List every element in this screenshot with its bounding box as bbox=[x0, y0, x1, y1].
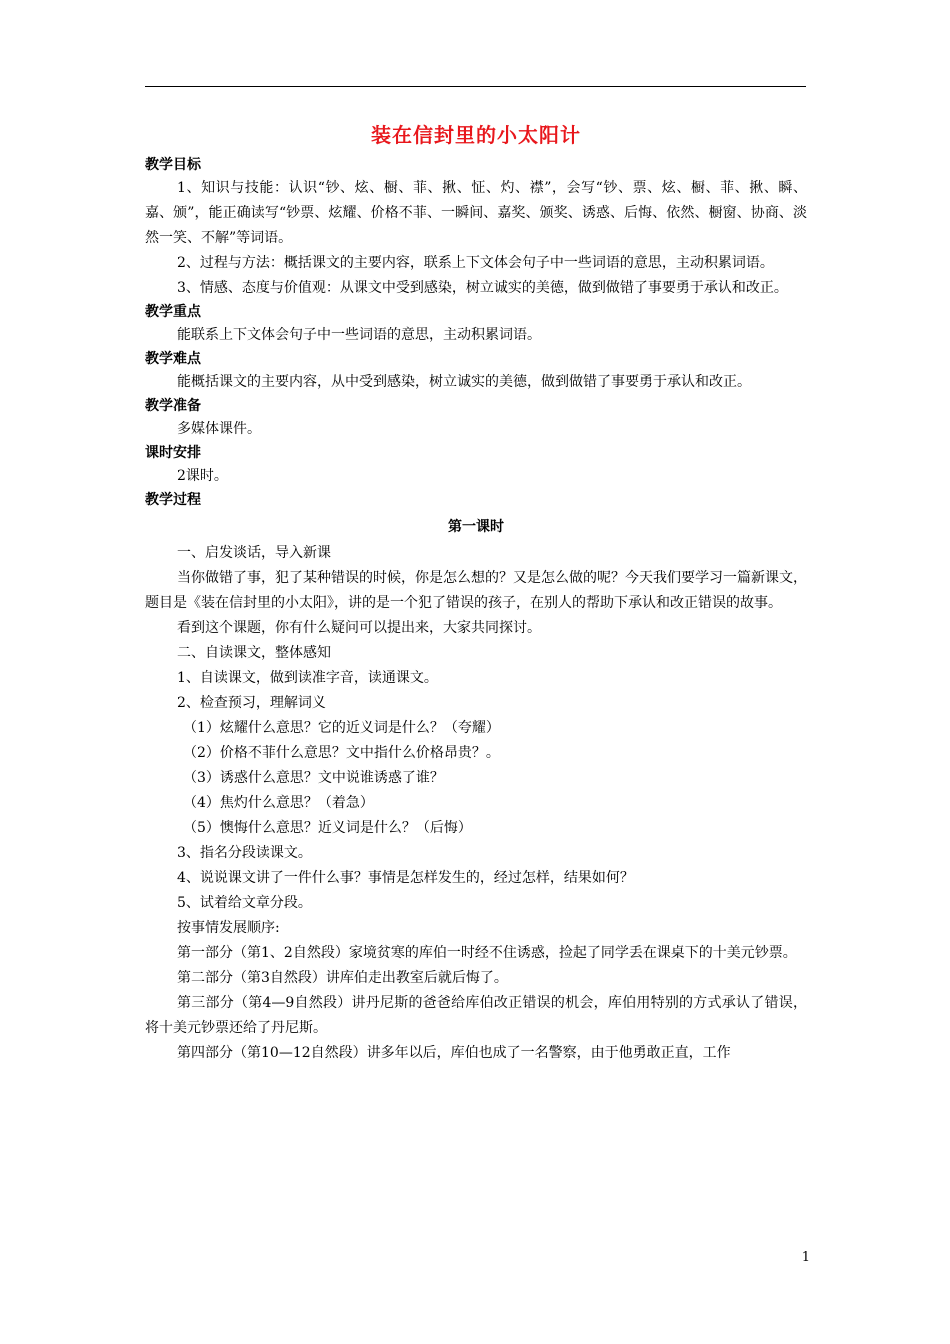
vocab-item-4: （4）焦灼什么意思？（着急） bbox=[183, 795, 374, 811]
heading-process: 教学过程 bbox=[145, 492, 201, 508]
order-label: 按事情发展顺序: bbox=[177, 920, 280, 936]
preparation-text: 多媒体课件。 bbox=[177, 421, 261, 437]
heading-preparation: 教学准备 bbox=[145, 398, 201, 414]
step-2-item-5: 5、试着给文章分段。 bbox=[177, 895, 312, 911]
heading-difficulties: 教学难点 bbox=[145, 351, 201, 367]
heading-schedule: 课时安排 bbox=[145, 445, 201, 461]
document-title: 装在信封里的小太阳计 bbox=[371, 123, 581, 147]
difficulties-text: 能概括课文的主要内容，从中受到感染，树立诚实的美德，做到做错了事要勇于承认和改正。 bbox=[177, 374, 751, 390]
step-2-item-3: 3、指名分段读课文。 bbox=[177, 845, 312, 861]
step-2-item-1: 1、自读课文，做到读准字音，读通课文。 bbox=[177, 670, 438, 686]
heading-objectives: 教学目标 bbox=[145, 157, 201, 173]
step-2-heading: 二、自读课文，整体感知 bbox=[177, 645, 331, 661]
part-1: 第一部分（第1、2自然段）家境贫寒的库伯一时经不住诱惑，捡起了同学丢在课桌下的十美元钞票。 bbox=[177, 945, 797, 961]
document-body bbox=[145, 120, 807, 1066]
key-points-text: 能联系上下文体会句子中一些词语的意思，主动积累词语。 bbox=[177, 327, 541, 343]
step-2-item-4: 4、说说课文讲了一件什么事？事情是怎样发生的，经过怎样，结果如何？ bbox=[177, 870, 634, 886]
step-1-text-2: 看到这个课题，你有什么疑问可以提出来，大家共同探讨。 bbox=[177, 620, 541, 636]
part-3: 第三部分（第4—9自然段）讲丹尼斯的爸爸给库伯改正错误的机会，库伯用特别的方式承认了错误，将十美元钞票还给了丹尼斯。 bbox=[145, 995, 807, 1036]
vocab-item-2: （2）价格不菲什么意思？文中指什么价格昂贵？。 bbox=[183, 745, 500, 761]
schedule-text: 2课时。 bbox=[177, 468, 228, 484]
part-4: 第四部分（第10—12自然段）讲多年以后，库伯也成了一名警察，由于他勇敢正直，工作 bbox=[177, 1045, 731, 1061]
step-2-item-2: 2、检查预习，理解词义 bbox=[177, 695, 326, 711]
heading-key-points: 教学重点 bbox=[145, 304, 201, 320]
vocab-item-1: （1）炫耀什么意思？它的近义词是什么？（夸耀） bbox=[183, 720, 500, 736]
vocab-item-5: （5）懊悔什么意思？近义词是什么？（后悔） bbox=[183, 820, 472, 836]
step-1-heading: 一、启发谈话，导入新课 bbox=[177, 545, 331, 561]
objective-2: 2、过程与方法：概括课文的主要内容，联系上下文体会句子中一些词语的意思，主动积累词语。 bbox=[177, 255, 774, 271]
step-1-text: 当你做错了事，犯了某种错误的时候，你是怎么想的？又是怎么做的呢？今天我们要学习一篇新课文，题目是《装在信封里的小太阳》，讲的是一个犯了错误的孩子，在别人的帮助下承认和改正错误的故事。 bbox=[145, 570, 807, 611]
objective-1: 1、知识与技能：认识“钞、炫、橱、菲、揪、怔、灼、襟”，会写“钞、票、炫、橱、菲、揪、瞬、嘉、颁”，能正确读写“钞票、炫耀、价格不菲、一瞬间、嘉奖、颁奖、诱惑、后悔、依然、橱窗、协商、淡然一笑、不解”等词语。 bbox=[145, 180, 807, 246]
page-number: 1 bbox=[801, 1250, 810, 1265]
lesson-title: 第一课时 bbox=[448, 519, 504, 535]
vocab-item-3: （3）诱惑什么意思？文中说谁诱惑了谁？ bbox=[183, 770, 444, 786]
header-rule bbox=[145, 86, 806, 87]
objective-3: 3、情感、态度与价值观：从课文中受到感染，树立诚实的美德，做到做错了事要勇于承认和改正。 bbox=[177, 280, 788, 296]
part-2: 第二部分（第3自然段）讲库伯走出教室后就后悔了。 bbox=[177, 970, 508, 986]
